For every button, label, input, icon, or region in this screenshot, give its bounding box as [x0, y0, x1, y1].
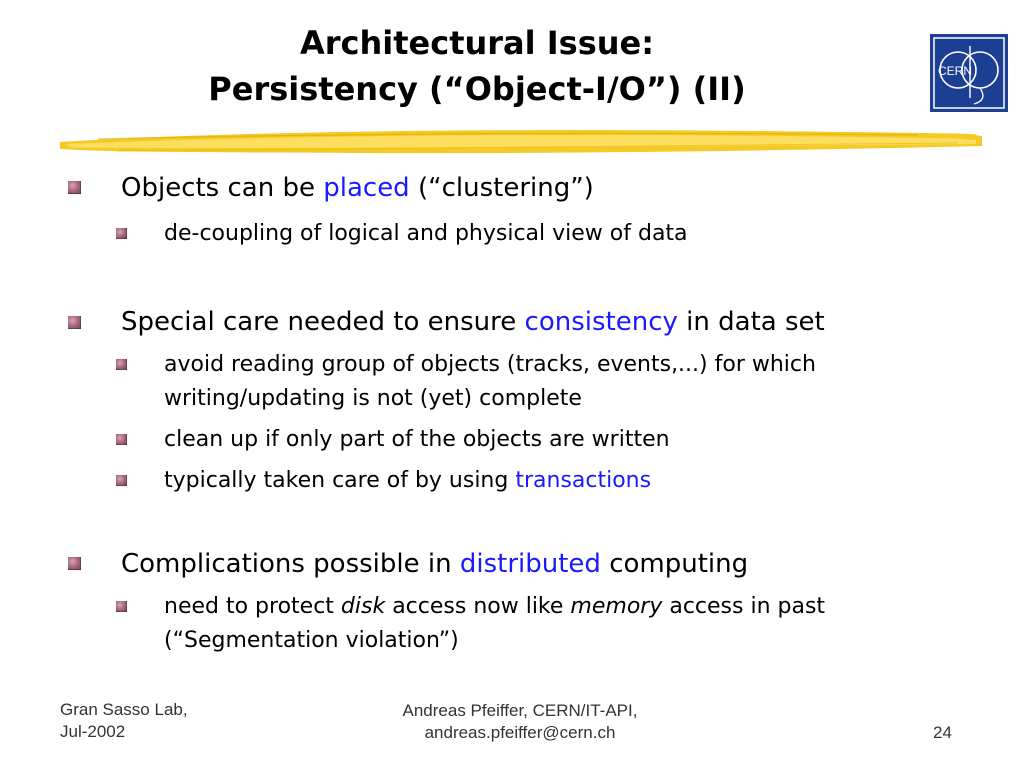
- bullet-marker: [68, 316, 81, 329]
- bullet-3-highlight: distributed: [459, 549, 601, 579]
- bullet-3-text-end: computing: [600, 549, 749, 579]
- bullet-1-highlight: placed: [323, 173, 410, 203]
- slide-title-line-1: Architectural Issue:: [299, 24, 655, 62]
- sub-bullet-2-3-highlight: transactions: [515, 468, 652, 493]
- sub-bullet-3-1-text: need to protect: [164, 594, 341, 619]
- sub-bullet-3-1-emphasis-memory: memory: [570, 594, 663, 619]
- sub-bullet-marker: [116, 434, 127, 445]
- footer-email: andreas.pfeiffer@cern.ch: [424, 723, 616, 742]
- sub-bullet-3-1-text-mid: access now like: [385, 594, 571, 619]
- footer-left: [60, 699, 188, 743]
- sub-bullet-3-1-line-1: [164, 593, 825, 621]
- sub-bullet-3-1-text-end: access in past: [662, 594, 826, 619]
- sub-bullet-3-1-line-2: [164, 627, 459, 655]
- bullet-marker: [68, 557, 81, 570]
- sub-bullet-3-1-emphasis-disk: disk: [340, 594, 386, 619]
- sub-bullet-marker: [116, 359, 127, 370]
- sub-bullet-marker: [116, 475, 127, 486]
- sub-bullet-2-2: [164, 426, 670, 454]
- title-highlight-stroke: [58, 124, 984, 158]
- bullet-3: [121, 548, 748, 580]
- bullet-3-text: Complications possible in: [121, 549, 460, 579]
- bullet-2: [121, 306, 825, 338]
- sub-bullet-2-1-line-2: [164, 385, 582, 413]
- bullet-2-text-end: in data set: [677, 307, 825, 337]
- cern-logo-text: CERN: [937, 64, 973, 78]
- page-number: 24: [933, 723, 952, 742]
- sub-bullet-marker: [116, 601, 127, 612]
- cern-logo: [930, 34, 1008, 112]
- bullet-1: [121, 172, 594, 204]
- bullet-marker: [68, 181, 81, 194]
- sub-bullet-2-1-text-cont: writing/updating is not (yet) complete: [164, 386, 582, 411]
- sub-bullet-2-2-text: clean up if only part of the objects are written: [164, 427, 670, 452]
- bullet-1-text: Objects can be: [121, 173, 324, 203]
- bullet-1-text-end: (“clustering”): [409, 173, 594, 203]
- footer-author: Andreas Pfeiffer, CERN/IT-API,: [402, 701, 638, 720]
- sub-bullet-3-1-text-cont: (“Segmentation violation”): [164, 628, 459, 653]
- footer-location: Gran Sasso Lab,: [60, 700, 188, 719]
- footer-center: [300, 700, 740, 744]
- bullet-2-highlight: consistency: [524, 307, 678, 337]
- sub-bullet-1-1-text: de-coupling of logical and physical view of data: [164, 221, 688, 246]
- bullet-2-text: Special care needed to ensure: [121, 307, 525, 337]
- sub-bullet-2-1-text: avoid reading group of objects (tracks, events,...) for which: [164, 352, 816, 377]
- sub-bullet-2-3-text: typically taken care of by using: [164, 468, 516, 493]
- sub-bullet-marker: [116, 228, 127, 239]
- slide-title-line-2: Persistency (“Object-I/O”) (II): [208, 70, 746, 108]
- sub-bullet-2-3: [164, 467, 651, 495]
- sub-bullet-2-1-line-1: [164, 351, 816, 379]
- sub-bullet-1-1: [164, 220, 688, 248]
- footer-date: Jul-2002: [60, 722, 126, 741]
